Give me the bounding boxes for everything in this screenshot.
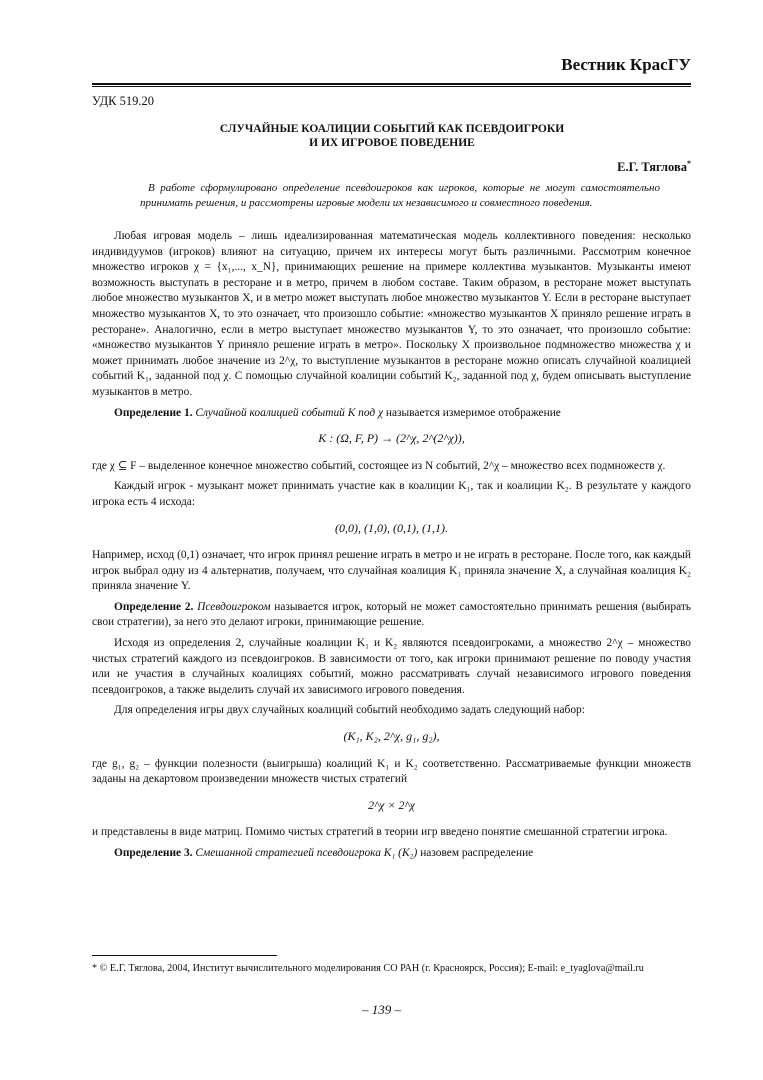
page-number: – 139 –	[362, 1002, 401, 1017]
paragraph-4: Например, исход (0,1) означает, что игрок принял решение играть в метро и не играть в ресторане. После того, как каждый игрок выбрал одну из 4 альтернатив, получаем, что случайная коалиция K₁ приняла значение X, а случайная коалиция K₂ приняла значение Y.	[92, 549, 691, 593]
journal-title: Вестник КрасГУ	[561, 55, 691, 74]
formula-2: (0,0), (1,0), (0,1), (1,1).	[335, 520, 448, 535]
definition-2	[92, 600, 691, 631]
definition-2-term: Псевдоигроком	[197, 600, 271, 613]
definition-3-text: назовем распределение	[420, 847, 534, 859]
footnote: * © Е.Г. Тяглова, 2004, Институт вычислительного моделирования СО РАН (г. Красноярск, Россия); E-mail: e_tyaglova@mail.ru	[92, 963, 644, 974]
title-line-2: И ИХ ИГРОВОЕ ПОВЕДЕНИЕ	[309, 137, 475, 149]
paragraph-5: Исходя из определения 2, случайные коалиции K₁ и K₂ являются псевдоигроками, а множество 2^χ – множество чистых стратегий каждого из псевдоигроков. В зависимости от того, как игроки принимают решение по поводу участия или не участия в случайных коалициях событий, можно рассматривать случай независимого игрового поведения псевдоигроков, а также выделить случай их зависимого игрового поведения.	[92, 637, 691, 696]
paragraph-6: Для определения игры двух случайных коалиций событий необходимо задать следующий набор:	[114, 704, 585, 717]
definition-3-term: Смешанной стратегией псевдоигрока K₁ (K₂)	[195, 847, 418, 859]
definition-1-term: Случайной коалицией событий K под χ	[195, 406, 384, 419]
paragraph-3: Каждый игрок - музыкант может принимать участие как в коалиции K₁, так и коалиции K₂. В результате у каждого игрока есть 4 исхода:	[92, 480, 691, 508]
abstract: В работе сформулировано определение псевдоигроков как игроков, которые не могут самостоятельно принимать решения, и рассмотрены игровые модели их независимого и совместного поведения.	[140, 182, 660, 209]
definition-1	[92, 406, 691, 422]
definition-3	[92, 846, 691, 862]
formula-1: K : (Ω, F, P) → (2^χ, 2^(2^χ)),	[318, 431, 465, 446]
definition-3-label: Определение 3.	[114, 847, 193, 859]
udk-code: УДК 519.20	[92, 94, 154, 108]
definition-1-text: называется измеримое отображение	[385, 406, 561, 419]
paragraph-2: где χ ⊆ F – выделенное конечное множество событий, состоящее из N событий, 2^χ – множество всех подмножеств χ.	[92, 459, 666, 472]
article-title	[92, 122, 692, 150]
author-name: Е.Г. Тяглова	[617, 160, 687, 175]
header-rule-thick	[92, 83, 691, 85]
title-line-1: СЛУЧАЙНЫЕ КОАЛИЦИИ СОБЫТИЙ КАК ПСЕВДОИГРОКИ	[219, 123, 565, 135]
definition-2-text: называется игрок, который не может самостоятельно принимать решения (выбирать свои стратегии), за него это делают игроки, принимающие решение.	[92, 600, 691, 629]
definition-1-label: Определение 1.	[114, 406, 193, 419]
formula-3: (K₁, K₂, 2^χ, g₁, g₂),	[343, 729, 440, 744]
article-body	[92, 229, 691, 867]
definition-2-label: Определение 2.	[114, 600, 194, 613]
paragraph-7: где g₁, g₂ – функции полезности (выигрыша) коалиций K₁ и K₂ соответственно. Рассматриваемые функции множеств заданы на декартовом произведении множеств чистых стратегий	[92, 757, 691, 786]
paragraph-8: и представлены в виде матриц. Помимо чистых стратегий в теории игр введено понятие смешанной стратегии игрока.	[92, 826, 668, 839]
author	[617, 156, 691, 176]
header-rule-thin	[92, 86, 691, 87]
formula-4: 2^χ × 2^χ	[368, 797, 415, 812]
paragraph-1: Любая игровая модель – лишь идеализированная математическая модель коллективного поведения: несколько индивидуумов (игроков) влияют на ситуацию, причем их интересы могут быть различными. Рассмотрим конечное множество игроков χ = {x₁,..., x_N}, принимающих решение на примере коллектива музыкантов. Музыканты имеют возможность выступать в ресторане и в метро, причем в любом составе. Таким образом, в ресторане может выступать любое множество музыкантов X, и в метро может выступать любое множество музыкантов Y. Если в ресторане выступает множество музыкантов X, то это означает, что произошло событие: «множество музыкантов X приняло решение играть в ресторане». Аналогично, если в метро выступает множество музыкантов Y, то это означает, что произошло событие: «множество музыкантов Y приняло решение играть в метро». Поскольку X произвольное подмножество множества χ и может принимать любое значение из 2^χ, то выступление музыкантов в ресторане можно описать случайной коалицией событий K₁, заданной под χ. С помощью случайной коалиции событий K₂, заданной под χ, будем описывать выступление музыкантов в метро.	[92, 230, 691, 398]
footnote-marker: *	[687, 159, 691, 168]
footnote-rule	[92, 955, 277, 956]
